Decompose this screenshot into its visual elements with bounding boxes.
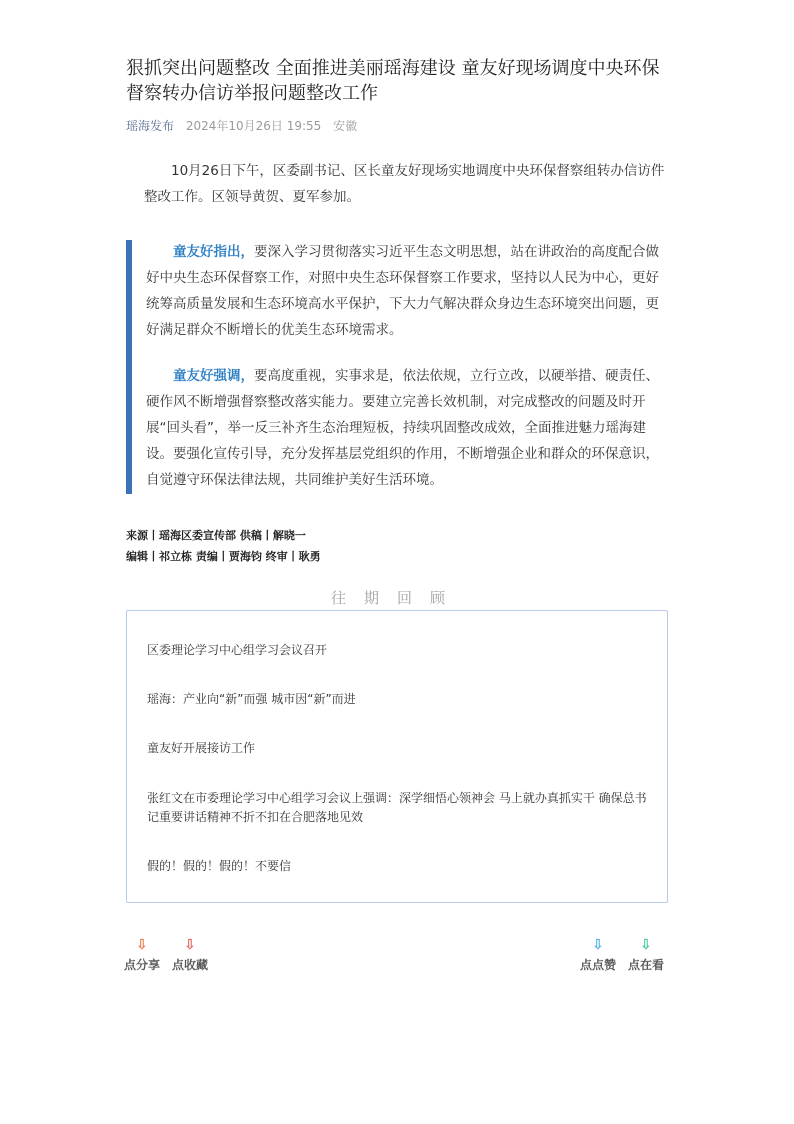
account-name-link[interactable]: 瑶海发布 (126, 119, 175, 133)
quote-accent-bar (126, 240, 132, 494)
quote-1-body: 要深入学习贯彻落实习近平生态文明思想，站在讲政治的高度配合做好中央生态环保督察工作，对照中央生态环保督察工作要求，坚持以人民为中心，更好统筹高质量发展和生态环境高水平保护，下大力气解决群众身边生态环境突出问题，更好满足群众不断增长的优美生态环境需求。 (146, 244, 659, 338)
share-label: 点分享 (123, 958, 160, 972)
past-review-link[interactable]: 瑶海：产业向“新”而强 城市因“新”而进 (147, 692, 356, 706)
favorite-label: 点收藏 (171, 958, 208, 972)
quote-paragraph-1 (146, 239, 668, 343)
quote-2-body: 要高度重视，实事求是，依法依规，立行立改，以硬举措、硬责任、硬作风不断增强督察整改落实能力。要建立完善长效机制，对完成整改的问题及时开展“回头看”，举一反三补齐生态治理短板，持续巩固整改成效，全面推进魅力瑶海建设。要强化宣传引导，充分发挥基层党组织的作用，不断增强企业和群众的环保意识，自觉遵守环保法律法规，共同维护美好生活环境。 (146, 368, 659, 488)
arrow-down-icon: ⇩ (640, 937, 652, 953)
intro-paragraph: 10月26日下午，区委副书记、区长童友好现场实地调度中央环保督察组转办信访件整改工作。区领导黄贺、夏军参加。 (144, 163, 665, 205)
like-label: 点点赞 (579, 958, 616, 972)
past-review-link[interactable]: 假的！假的！假的！不要信 (147, 859, 292, 873)
viewing-button[interactable] (624, 937, 668, 973)
like-button[interactable] (576, 937, 620, 973)
article-title: 狠抓突出问题整改 全面推进美丽瑶海建设 童友好现场调度中央环保督察转办信访举报问题整改工作 (126, 58, 660, 104)
past-review-heading: 往期回顾 (330, 589, 463, 607)
past-review-link[interactable]: 童友好开展接访工作 (147, 741, 256, 755)
quote-paragraph-2 (146, 363, 668, 493)
credits-source: 来源丨瑶海区委宣传部 供稿丨解晓一 (126, 529, 306, 542)
viewing-label: 点在看 (627, 958, 664, 972)
past-review-list (126, 610, 668, 903)
publish-date: 2024年10月26日 19:55 (185, 119, 322, 133)
quote-2-lead: 童友好强调， (173, 368, 254, 384)
quote-1-lead: 童友好指出， (173, 244, 254, 260)
favorite-button[interactable] (168, 937, 212, 973)
credits-editors: 编辑丨祁立栋 责编丨贾海钧 终审丨耿勇 (126, 550, 321, 563)
publish-location: 安徽 (333, 119, 358, 133)
arrow-down-icon: ⇩ (184, 937, 196, 953)
share-button[interactable] (120, 937, 164, 973)
arrow-down-icon: ⇩ (136, 937, 148, 953)
arrow-down-icon: ⇩ (592, 937, 604, 953)
past-review-link[interactable]: 张红文在市委理论学习中心组学习会议上强调：深学细悟心领神会 马上就办真抓实干 确保总书记重要讲话精神不折不扣在合肥落地见效 (147, 791, 647, 824)
article-meta (126, 117, 365, 134)
past-review-link[interactable]: 区委理论学习中心组学习会议召开 (147, 643, 328, 657)
